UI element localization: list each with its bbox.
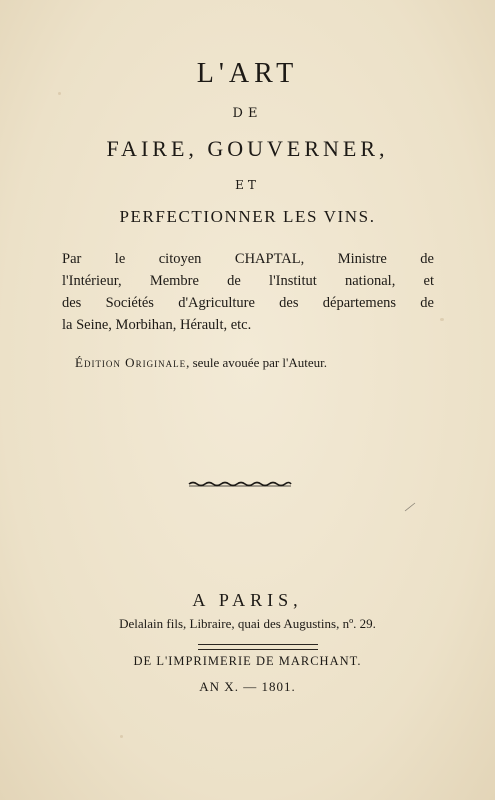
author-line-4: la Seine, Morbihan, Hérault, etc. (62, 317, 252, 333)
imprint-printer: DE L'IMPRIMERIE DE MARCHANT. (133, 654, 362, 668)
foxing-spot (440, 318, 444, 321)
foxing-spot (120, 735, 123, 738)
title-line-de: DE (232, 106, 263, 121)
edition-rest: , seule avouée par l'Auteur. (186, 355, 328, 370)
author-line-2: l'Intérieur, Membre de l'Institut national, et (62, 273, 434, 289)
ornament-rule (187, 480, 293, 488)
edition-prefix: Édition Originale (75, 355, 187, 370)
title-line-faire: FAIRE, GOUVERNER, (106, 136, 389, 161)
imprint-publisher: Delalain fils, Libraire, quai des Augustins, nº. 29. (119, 616, 376, 631)
pencil-mark (404, 502, 416, 512)
author-statement (62, 248, 434, 336)
title-line-et: ET (235, 178, 260, 192)
imprint-year: AN X. — 1801. (199, 679, 296, 694)
title-line-art: L'ART (196, 58, 299, 89)
double-rule (198, 644, 318, 650)
author-line-3: des Sociétés d'Agriculture des départemens de (62, 295, 434, 311)
title-line-perfectionner: PERFECTIONNER LES VINS. (119, 207, 376, 226)
foxing-spot (58, 92, 61, 95)
edition-statement (75, 355, 327, 371)
author-line-1: Par le citoyen CHAPTAL, Ministre de (62, 251, 434, 267)
imprint-city: A PARIS, (192, 590, 303, 610)
